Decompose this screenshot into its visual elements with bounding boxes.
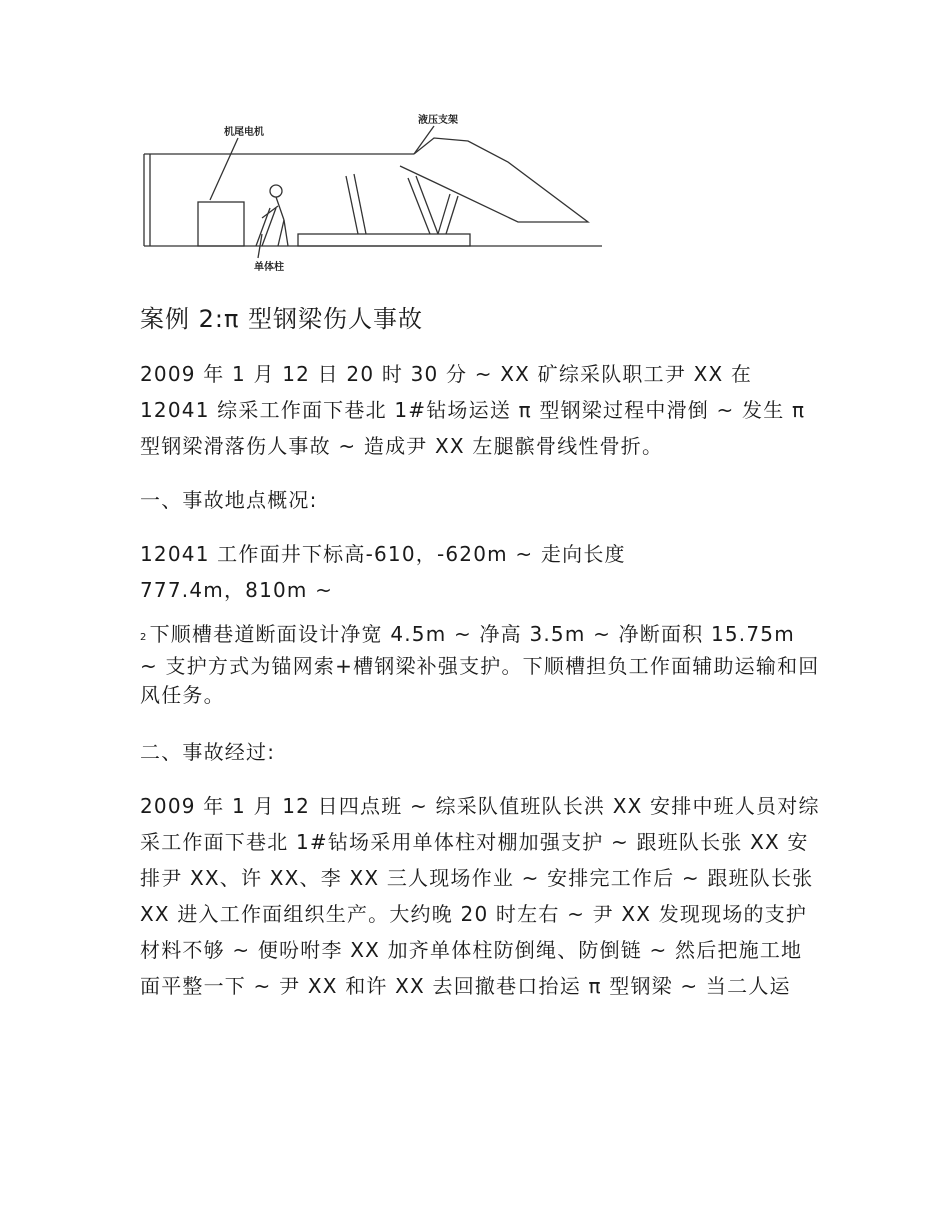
label-tail-motor: 机尾电机	[224, 127, 264, 138]
section-title-location: 一、事故地点概况:	[140, 488, 318, 512]
support-base	[298, 234, 470, 246]
paragraph-accident-summary: 2009 年 1 月 12 日 20 时 30 分 ~ XX 矿综采队职工尹 XX 在 12041 综采工作面下巷北 1#钻场运送 π 型钢梁过程中滑倒 ~ 发生 π 型钢梁滑落伤人事故 ~ 造成尹 XX 左腿髌骨线性骨折。	[140, 362, 806, 458]
label-hydraulic-support: 液压支架	[418, 115, 458, 126]
accident-diagram-svg	[138, 108, 608, 276]
tail-motor-box	[198, 202, 244, 246]
paragraph-process: 2009 年 1 月 12 日四点班 ~ 综采队值班队长洪 XX 安排中班人员对综采工作面下巷北 1#钻场采用单体柱对棚加强支护 ~ 跟班队长张 XX 安排尹 XX、许 XX、李 XX 三人现场作业 ~ 安排完工作后 ~ 跟班队长张 XX 进入工作面组织生产。大约晚 20 时左右 ~ 尹 XX 发现现场的支护材料不够 ~ 便吩咐李 XX 加齐单体柱防倒绳、防倒链 ~ 然后把施工地面平整一下 ~ 尹 XX 和许 XX 去回撤巷口抬运 π 型钢梁 ~ 当二人运	[140, 794, 820, 998]
worker-body	[276, 197, 284, 220]
single-prop	[256, 208, 270, 246]
worker-leg-1	[278, 220, 284, 246]
paragraph-roadway	[140, 620, 820, 710]
worker-leg-2	[284, 220, 288, 246]
case-heading: 案例 2:π 型钢梁伤人事故	[140, 305, 424, 333]
paragraph-location-line-1: 12041 工作面井下标高-610，-620m ~ 走向长度	[140, 542, 626, 566]
section-title-process: 二、事故经过:	[140, 740, 276, 764]
paragraph-location	[140, 536, 820, 608]
accident-diagram	[138, 108, 608, 276]
paragraph-location-line-2: 777.4m，810m ~	[140, 578, 334, 602]
single-prop-b	[262, 208, 276, 246]
paragraph-roadway-text: 下顺槽巷道断面设计净宽 4.5m ~ 净高 3.5m ~ 净断面积 15.75m ~ 支护方式为锚网索+槽钢梁补强支护。下顺槽担负工作面辅助运输和回风任务。	[140, 622, 820, 707]
superscript-2: 2	[140, 632, 148, 643]
label-single-prop: 单体柱	[254, 262, 284, 273]
worker-head	[270, 185, 282, 197]
leader-tail-motor	[210, 138, 238, 200]
worker-arm	[262, 206, 278, 218]
